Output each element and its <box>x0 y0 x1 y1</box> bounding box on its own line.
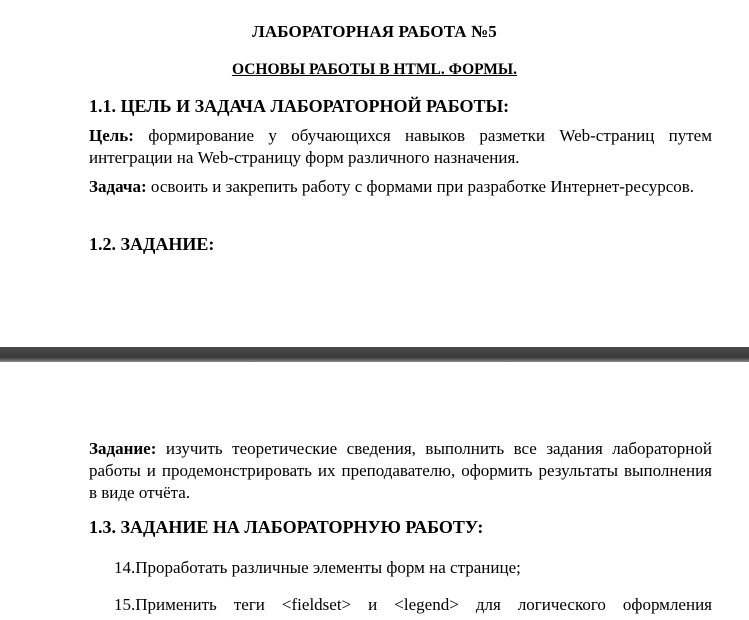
list-item: 14.Проработать различные элементы форм на странице; <box>114 558 521 577</box>
goal-paragraph <box>89 125 712 169</box>
assignment-text: изучить теоретические сведения, выполнить все задания лабораторной работы и продемонстрировать их преподавателю, оформить результаты выполнения в виде отчёта. <box>89 439 712 502</box>
document-page-bottom <box>0 362 749 620</box>
section-heading-lab-task: 1.3. ЗАДАНИЕ НА ЛАБОРАТОРНУЮ РАБОТУ: <box>89 517 484 537</box>
assignment-paragraph <box>89 438 712 504</box>
task-paragraph <box>89 176 712 198</box>
list-item: 15.Применить теги <fieldset> и <legend> для логического оформления <box>114 595 712 614</box>
goal-text: формирование у обучающихся навыков разметки Web-страниц путем интеграции на Web-страницу форм различного назначения. <box>89 126 712 167</box>
page-separator <box>0 347 749 362</box>
document-title: ЛАБОРАТОРНАЯ РАБОТА №5 <box>252 22 497 41</box>
goal-label: Цель: <box>89 126 134 145</box>
section-heading-assignment: 1.2. ЗАДАНИЕ: <box>89 234 215 254</box>
task-label: Задача: <box>89 177 147 196</box>
assignment-label: Задание: <box>89 439 157 458</box>
document-subtitle: ОСНОВЫ РАБОТЫ В HTML. ФОРМЫ. <box>231 61 518 78</box>
task-text: освоить и закрепить работу с формами при разработке Интернет-ресурсов. <box>146 177 695 196</box>
section-heading-goal: 1.1. ЦЕЛЬ И ЗАДАЧА ЛАБОРАТОРНОЙ РАБОТЫ: <box>89 96 510 116</box>
